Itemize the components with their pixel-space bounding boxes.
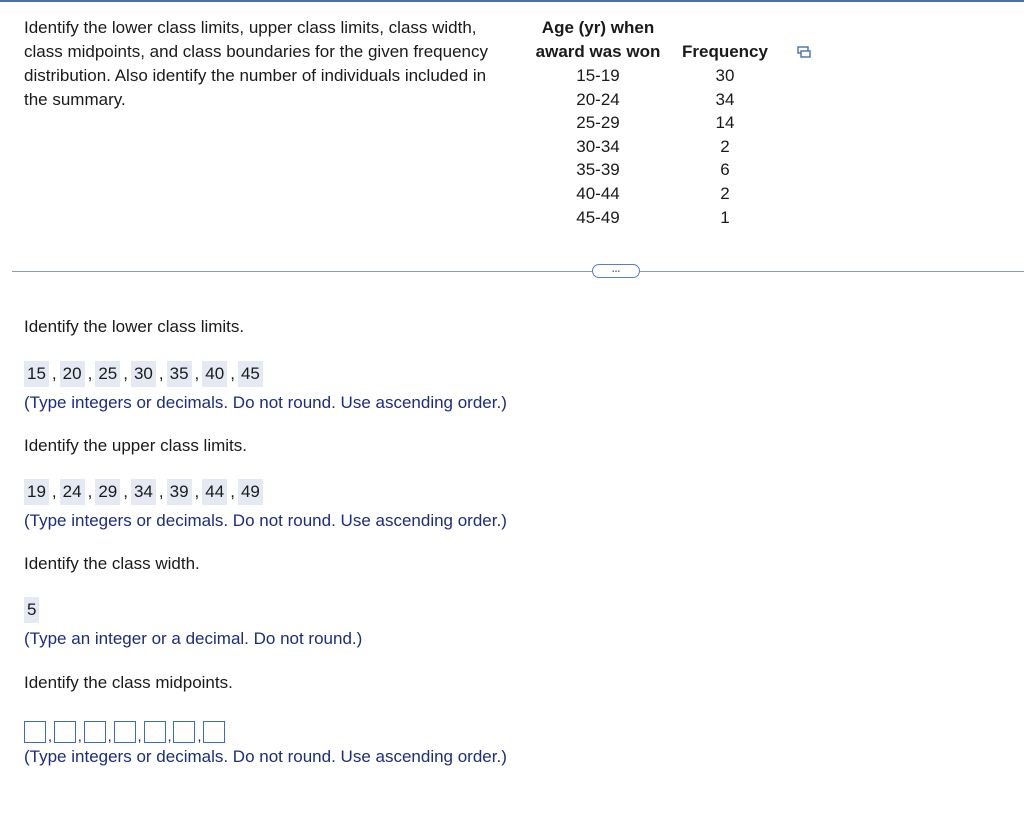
answer-field[interactable]: 24 (60, 479, 85, 505)
separator: , (167, 728, 172, 744)
class-width-answer (24, 597, 39, 623)
lower-limits-hint: (Type integers or decimals. Do not round. Use ascending order.) (24, 393, 507, 412)
answer-field[interactable]: 45 (238, 361, 263, 387)
upper-limits-answer (24, 479, 263, 505)
answer-field[interactable]: 25 (95, 361, 120, 387)
empty-answer-box[interactable] (203, 721, 225, 743)
answer-field[interactable]: 5 (24, 597, 39, 623)
age-header-line2: award was won (535, 42, 661, 61)
age-cell: 45-49 (576, 207, 620, 227)
copy-icon[interactable] (797, 46, 811, 58)
table-row (520, 206, 774, 230)
separator: , (194, 364, 200, 383)
separator: , (158, 482, 164, 501)
empty-answer-box[interactable] (173, 721, 195, 743)
separator: , (230, 482, 235, 501)
answer-field[interactable]: 29 (95, 479, 120, 505)
separator: , (158, 364, 164, 383)
answer-field[interactable]: 20 (60, 361, 85, 387)
empty-answer-box[interactable] (54, 721, 76, 743)
age-cell: 25-29 (576, 113, 620, 133)
age-cell: 35-39 (576, 160, 620, 180)
separator: , (197, 728, 202, 744)
empty-answer-box[interactable] (114, 721, 136, 743)
question-text: Identify the lower class limits, upper class limits, class width, class midpoints, and class boundaries for the given frequency distribution. Also identify the number of individuals included in the summary. (24, 18, 488, 109)
separator: , (137, 728, 142, 744)
separator: , (230, 364, 235, 383)
answer-field[interactable]: 39 (167, 479, 192, 505)
table-row (520, 88, 774, 112)
separator: , (77, 728, 82, 744)
upper-limits-prompt: Identify the upper class limits. (24, 436, 247, 455)
answer-field[interactable]: 19 (24, 479, 49, 505)
separator: , (87, 482, 93, 501)
table-row (520, 64, 774, 88)
age-cell: 40-44 (576, 183, 620, 203)
answer-field[interactable]: 35 (167, 361, 192, 387)
separator: , (107, 728, 112, 744)
answer-field[interactable]: 15 (24, 361, 49, 387)
lower-limits-prompt: Identify the lower class limits. (24, 317, 245, 336)
age-cell: 30-34 (576, 136, 620, 156)
expand-more-button[interactable]: ... (592, 264, 640, 278)
table-row (520, 158, 774, 182)
answer-field[interactable]: 40 (202, 361, 227, 387)
class-width-hint: (Type an integer or a decimal. Do not round.) (24, 629, 363, 648)
frequency-cell: 6 (720, 160, 730, 180)
answer-field[interactable]: 30 (131, 361, 156, 387)
age-header (520, 16, 676, 64)
frequency-cell: 14 (715, 113, 735, 133)
age-cell: 20-24 (576, 89, 620, 109)
frequency-cell: 2 (720, 136, 730, 156)
separator: , (51, 482, 57, 501)
answer-field[interactable]: 34 (131, 479, 156, 505)
midpoints-prompt: Identify the class midpoints. (24, 673, 233, 692)
table-row (520, 135, 774, 159)
upper-limits-hint: (Type integers or decimals. Do not round. Use ascending order.) (24, 511, 507, 530)
divider-line (640, 271, 1024, 272)
table-row (520, 182, 774, 206)
top-border (0, 0, 1024, 2)
class-width-prompt: Identify the class width. (24, 554, 200, 573)
table-row (520, 111, 774, 135)
empty-answer-box[interactable] (24, 721, 46, 743)
separator: , (48, 728, 52, 744)
lower-limits-answer (24, 361, 263, 387)
empty-answer-box[interactable] (84, 721, 106, 743)
separator: , (51, 364, 57, 383)
empty-answer-box[interactable] (144, 721, 166, 743)
separator: , (87, 364, 93, 383)
divider-line (12, 271, 592, 272)
frequency-header: Frequency (682, 42, 768, 61)
answer-field[interactable]: 44 (202, 479, 227, 505)
midpoints-hint: (Type integers or decimals. Do not round. Use ascending order.) (24, 747, 507, 766)
midpoints-answer (24, 721, 225, 743)
separator: , (123, 482, 128, 501)
separator: , (194, 482, 200, 501)
age-header-line1: Age (yr) when (541, 18, 655, 37)
frequency-cell: 30 (715, 66, 735, 85)
separator: , (123, 364, 128, 383)
frequency-cell: 1 (720, 207, 730, 227)
frequency-cell: 34 (715, 89, 735, 109)
frequency-cell: 2 (720, 183, 730, 203)
frequency-table (520, 16, 774, 229)
age-cell: 15-19 (576, 66, 620, 85)
answer-field[interactable]: 49 (238, 479, 263, 505)
